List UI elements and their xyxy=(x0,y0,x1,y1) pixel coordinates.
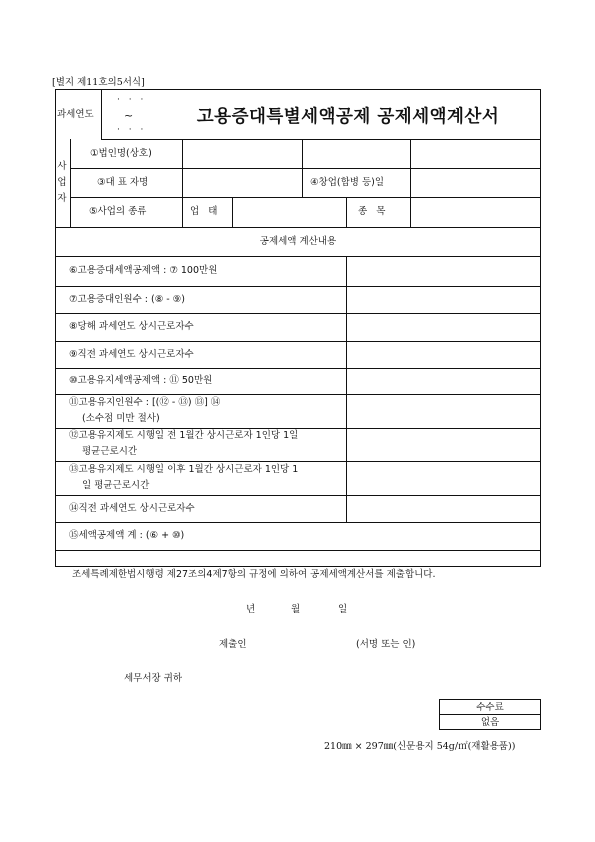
rule xyxy=(55,286,541,287)
calc-row-note: (소수점 미만 절사) xyxy=(82,413,160,424)
addressee: 세무서장 귀하 xyxy=(124,673,183,684)
calc-row: ⑮세액공제액 계 : (⑥ + ⑩) xyxy=(69,530,185,541)
year-tilde: ~ xyxy=(124,109,134,122)
signature-label: (서명 또는 인) xyxy=(356,639,416,650)
section-label-char: 업 xyxy=(57,177,67,188)
calc-row: ⑬고용유지제도 시행일 이후 1월간 상시근로자 1인당 1 xyxy=(69,464,299,475)
rule xyxy=(55,341,541,342)
year-start-dots: · · · xyxy=(117,95,147,105)
rule xyxy=(55,495,541,496)
rule xyxy=(55,461,541,462)
rule xyxy=(346,256,347,522)
founding-date-label: ④창업(합병 등)일 xyxy=(310,177,385,188)
calc-row: ⑧당해 과세연도 상시근로자수 xyxy=(69,321,194,332)
form-title: 고용증대특별세액공제 공제세액계산서 xyxy=(196,107,500,127)
business-type-label: ⑤사업의 종류 xyxy=(89,206,147,217)
year-end-dots: · · · xyxy=(117,125,147,135)
calc-row-cont: 일 평균근로시간 xyxy=(82,480,150,491)
fee-label: 수수료 xyxy=(476,702,504,713)
rule xyxy=(55,394,541,395)
rule xyxy=(55,256,541,257)
rule xyxy=(410,139,411,227)
section-label-char: 자 xyxy=(57,193,67,204)
rule xyxy=(70,139,71,227)
calc-row: ⑨직전 과세연도 상시근로자수 xyxy=(69,349,194,360)
calc-row-cont: 평균근로시간 xyxy=(82,446,138,457)
rule xyxy=(302,139,303,197)
calc-row: ⑩고용유지세액공제액 : ⑪ 50만원 xyxy=(69,375,213,386)
rule xyxy=(55,550,541,551)
year-label: 과세연도 xyxy=(57,109,94,120)
form-number: [별지 제11호의5서식] xyxy=(52,77,145,88)
rule xyxy=(55,428,541,429)
rule xyxy=(101,139,541,140)
paper-size-footer: 210㎜ × 297㎜(신문용지 54g/㎡(재활용품)) xyxy=(324,741,516,752)
date-month-label: 월 xyxy=(291,604,301,615)
date-year-label: 년 xyxy=(246,604,256,615)
declaration-statement: 조세특례제한법시행령 제27조의4제7항의 규정에 의하여 공제세액계산서를 제출합니다. xyxy=(72,569,436,580)
rule xyxy=(101,89,102,139)
rule xyxy=(70,168,541,169)
section-label-char: 사 xyxy=(57,161,67,172)
representative-label: ③대 표 자명 xyxy=(97,177,149,188)
calc-section-title: 공제세액 계산내용 xyxy=(259,236,337,247)
calc-row: ⑪고용유지인원수 : [(⑫ - ⑬) ⑬] ⑭ xyxy=(69,397,221,408)
business-name-label: ①법인명(상호) xyxy=(90,148,152,159)
rule xyxy=(55,227,541,228)
item-label: 종 목 xyxy=(358,206,389,217)
calc-row: ⑫고용유지제도 시행일 전 1월간 상시근로자 1인당 1일 xyxy=(69,430,299,441)
rule xyxy=(55,368,541,369)
rule xyxy=(232,197,233,227)
rule xyxy=(55,313,541,314)
rule xyxy=(55,522,541,523)
rule xyxy=(346,197,347,227)
calc-row: ⑭직전 과세연도 상시근로자수 xyxy=(69,503,195,514)
submitter-label: 제출인 xyxy=(219,639,247,650)
fee-value: 없음 xyxy=(480,717,500,728)
calc-row: ⑥고용증대세액공제액 : ⑦ 100만원 xyxy=(69,265,218,276)
rule xyxy=(182,139,183,227)
rule xyxy=(439,714,541,715)
date-day-label: 일 xyxy=(338,604,348,615)
category-label: 업 태 xyxy=(190,206,221,217)
rule xyxy=(70,197,541,198)
calc-row: ⑦고용증대인원수 : (⑧ - ⑨) xyxy=(69,294,185,305)
